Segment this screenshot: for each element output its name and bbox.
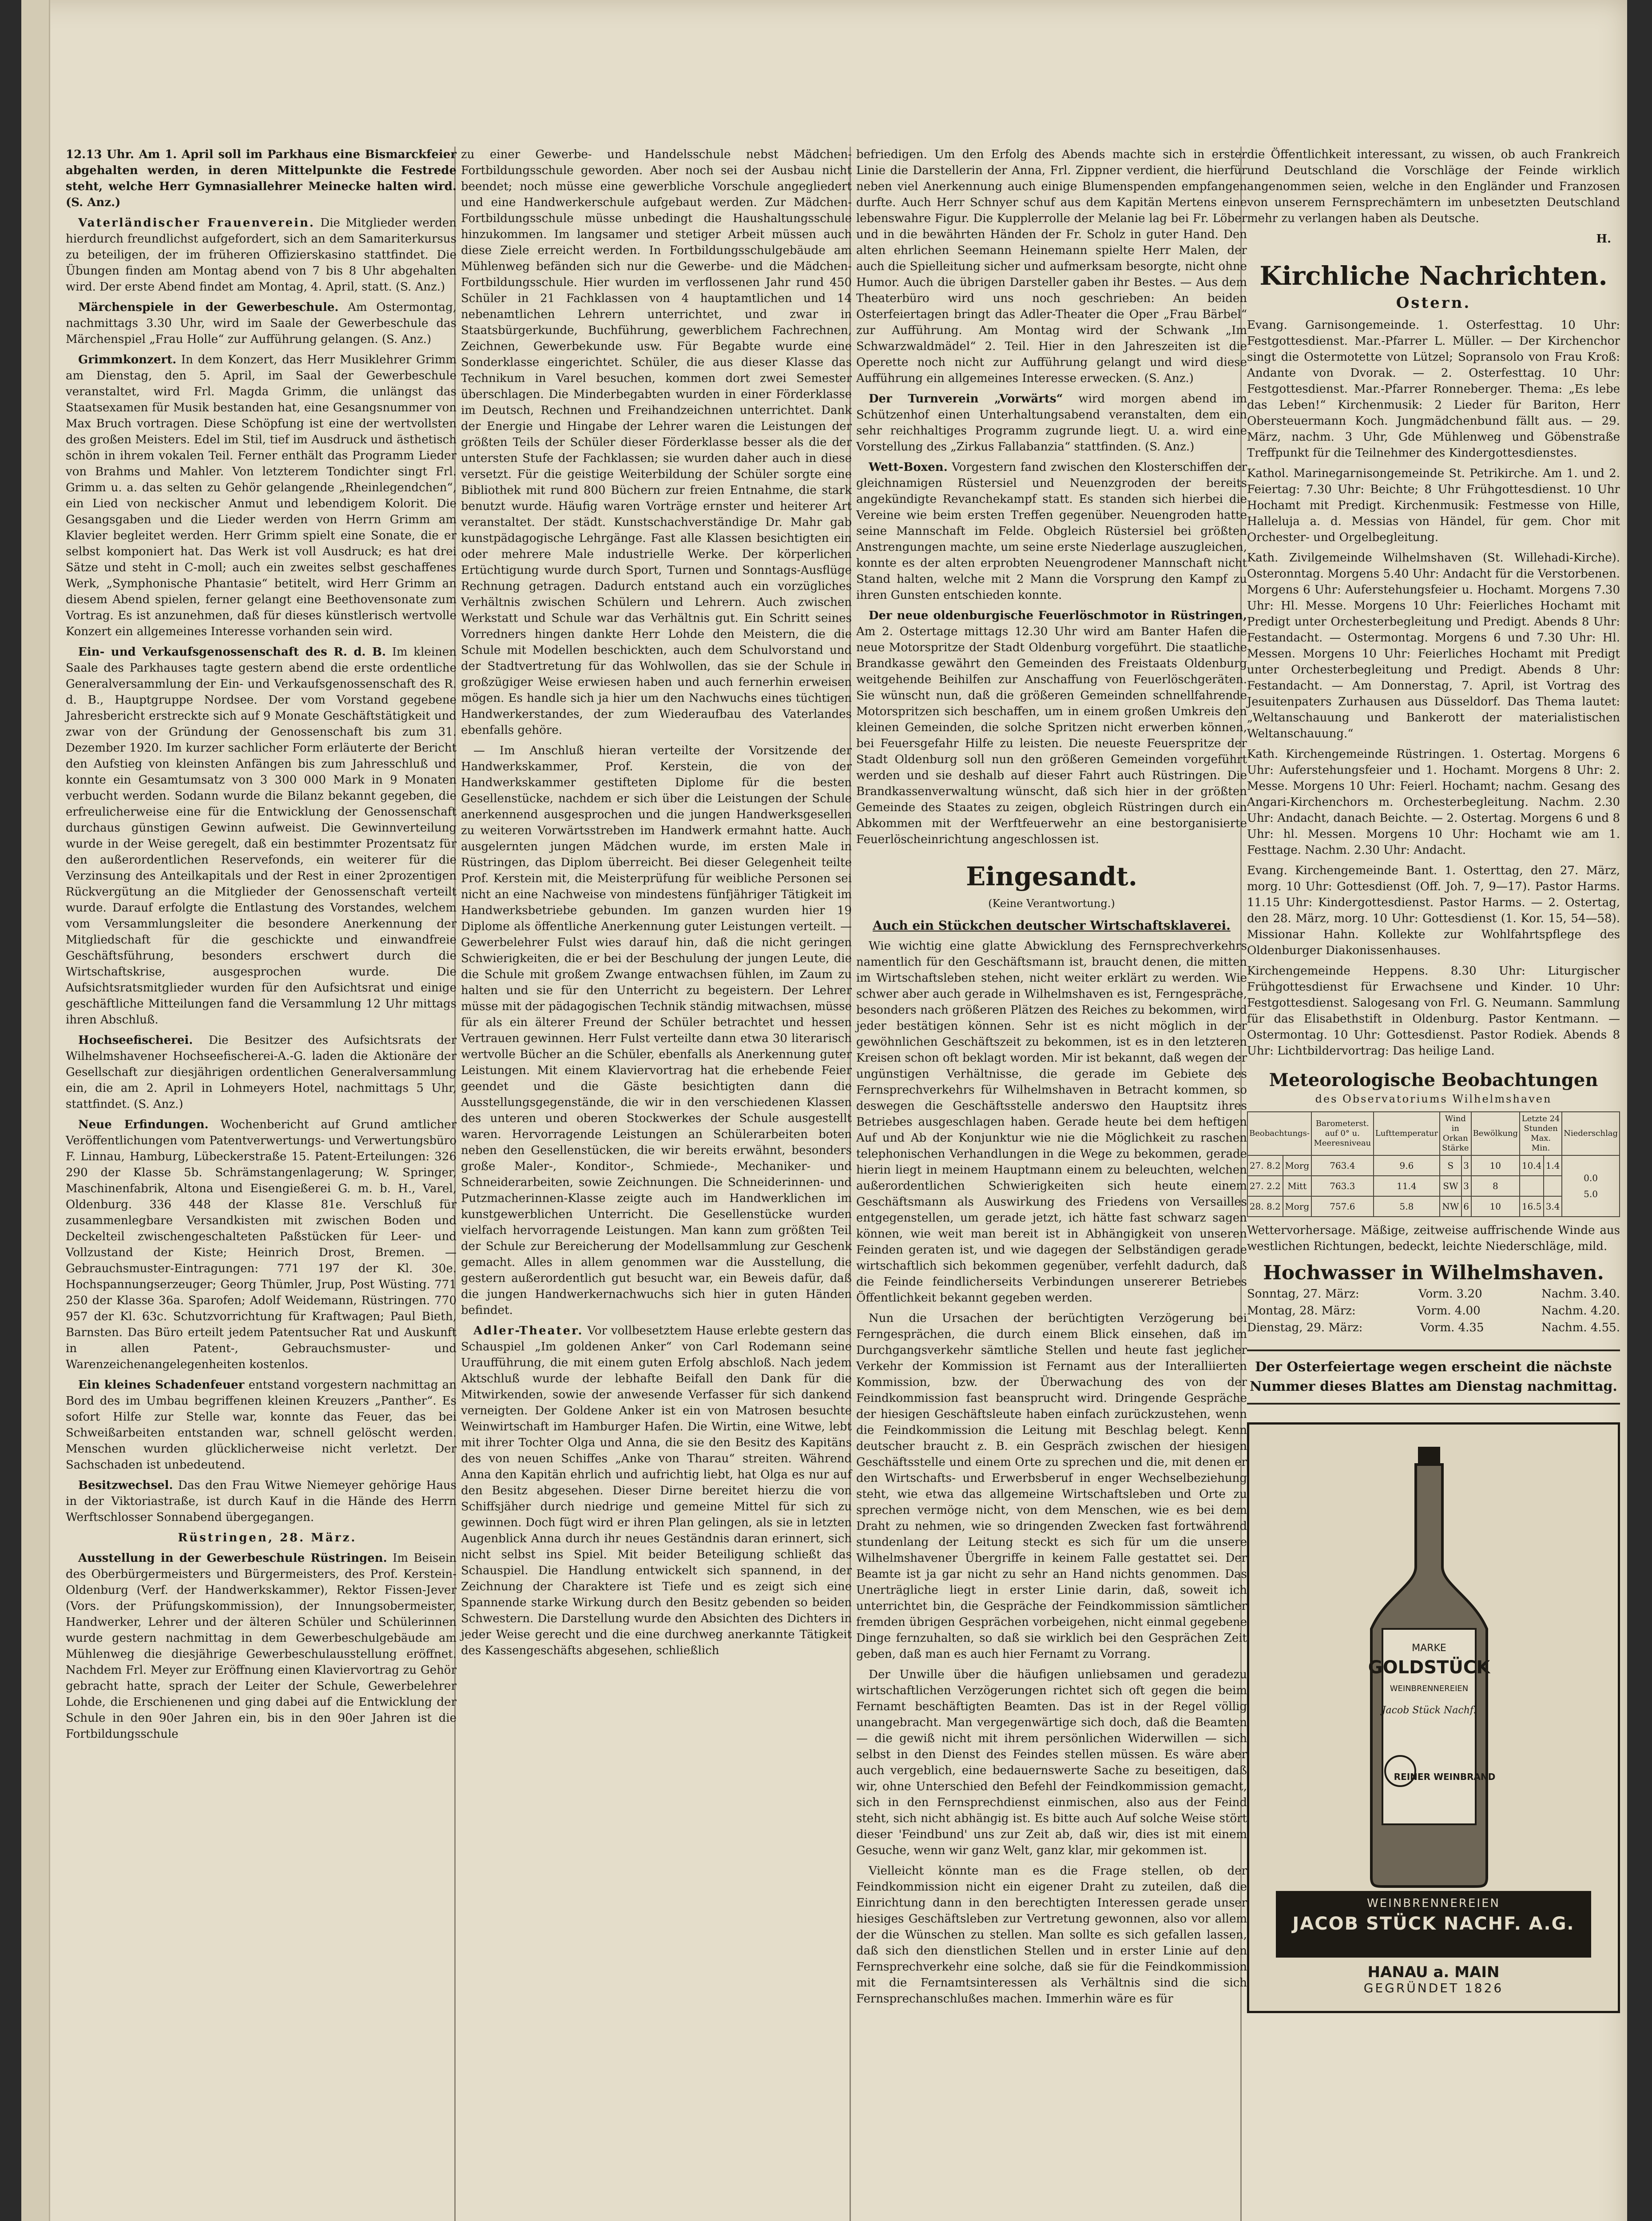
table-header: Niederschlag [1562, 1112, 1620, 1155]
advertisement-goldstueck [1247, 1422, 1620, 2013]
article-head: Der Turnverein „Vorwärts“ [869, 392, 1063, 406]
ad-label-main: GOLDSTÜCK [1368, 1657, 1490, 1678]
table-cell: Mitt [1283, 1176, 1311, 1196]
table-cell: 10.4 [1520, 1155, 1544, 1176]
binding-margin [21, 0, 50, 2221]
author-signoff: H. [1596, 232, 1611, 246]
tide-afternoon: Nachm. 3.40. [1541, 1287, 1620, 1301]
article-head: Ein kleines Schadenfeuer [78, 1378, 245, 1392]
table-cell: 3 [1461, 1176, 1471, 1196]
table-header: Wind in Orkan Stärke [1440, 1112, 1471, 1155]
table-header: Lufttemperatur [1374, 1112, 1440, 1155]
table-cell: 11.4 [1374, 1176, 1440, 1196]
tide-row [1247, 1319, 1620, 1336]
newspaper-page [21, 0, 1627, 2221]
tide-morning: Vorm. 3.20 [1418, 1287, 1482, 1301]
article-text: Die Besitzer des Aufsichtsrats der Wilhelmshavener Hochseefischerei-A.-G. laden die Aktionäre der Gesellschaft zur diesjährigen ordentlichen Generalversammlung ein, die am 2. April in Lohmeyers Hotel, nachmittags 5 Uhr, stattfindet. (S. Anz.) [66, 1034, 457, 1111]
article-head: Ausstellung in der Gewerbeschule Rüstringen. [78, 1552, 387, 1565]
eingesandt-para: Der Unwille über die häufigen unliebsamen und geradezu wirtschaftlichen Verzögerungen richtet sich oft gegen die beim Fernamt beschäftigten Beamten. Das ist in der Regel völlig unangebracht. Man vergegenwärtige sich doch, daß die Beamten — die gewiß nicht mit ihrem persönlichen Widerwillen — sich selbst in den Dienst des Feindes stellen müssen. Es wäre aber auch vergeblich, eine bedauernswerte Sache zu beseitigen, daß wir, ohne Unterschied den Befehl der Feindkommission gemacht, sich in den Fernsprechdienst einmischen, also aus der Feind steht, sich nicht abhängig ist. Es bitte auch Auf solche Weise stört dieser 'Feindbund' uns zur Zeit ab, daß wir, dies ist mit einem Gesuche, wenn wir ganz Welt, ganz klar, mir gekommen ist. [856, 1668, 1247, 1857]
ad-location: HANAU a. MAIN [1367, 1963, 1500, 1981]
ad-banner-line: WEINBRENNEREIEN [1367, 1897, 1500, 1910]
eingesandt-para: Vielleicht könnte man es die Frage stellen, ob der Feindkommission nicht ein eigener Draht zu zuteilen, daß die Einrichtung dann in den berechtigten Interessen gerade unser hiesiges Geschäftsleben zur Vertretung gewonnen, also vor allem der die Wünschen zu stellen. Man sollte es sich gefallen lassen, daß sich den dienstlichen Stellen und in erster Linie auf den Fernsprechverkehr eine solche, daß sie für die Feindkommission mit die Fernamtsinteressen als Verhältnis sind die sich Fernsprechanschlußes machen. Immerhin wäre es für [856, 1864, 1247, 2006]
table-cell: 9.6 [1374, 1155, 1440, 1176]
article-head: Neue Erfindungen. [78, 1118, 209, 1131]
tide-day: Sonntag, 27. März: [1247, 1287, 1359, 1301]
eingesandt-subtitle: Auch ein Stückchen deutscher Wirtschaftsklaverei. [873, 918, 1231, 933]
table-header-row [1247, 1112, 1620, 1155]
table-cell-value: 5.0 [1584, 1189, 1598, 1199]
table-cell: 763.4 [1311, 1155, 1374, 1176]
article-text: wird morgen abend im Schützenhof einen Unterhaltungsabend veranstalten, dem ein sehr reichhaltiges Programm zugrunde liegt. U. a. wird eine Vorstellung des „Zirkus Fallabanzia“ stattfinden. (S. Anz.) [856, 392, 1247, 454]
church-notice: Kirchengemeinde Heppens. 8.30 Uhr: Liturgischer Frühgottesdienst für Erwachsene und Kinder. 10 Uhr: Festgottesdienst. Salogesang von Frl. G. Neumann. Sammlung für das Elisabethstift in Oldenburg. Pastor Kentmann. — Ostermontag. 10 Uhr: Gottesdienst. Pastor Rodiek. Abends 8 Uhr: Lichtbildervortrag: Das heilige Land. [1247, 964, 1620, 1058]
article-text: In dem Konzert, das Herr Musiklehrer Grimm am Dienstag, den 5. April, im Saal der Gewerbeschule veranstaltet, wird Frl. Magda Grimm, die unlängst das Staatsexamen für Musik bestanden hat, eine Gesangsnummer von Max Bruch vortragen. Diese Schöpfung ist eine der wertvollsten des großen Meisters. Edel im Stil, tief im Ausdruck und ästhetisch schön in ihrem vokalen Teil. Ferner enthält das Programm Lieder von Brahms und Mahler. Von letzterem Tondichter singt Frl. Grimm u. a. das selten zu Gehör gelangende „Rheinlegendchen“, ein Lied von neckischer Anmut und lebendigem Kolorit. Die Gesangsgaben und die Lieder werden von Herrn Grimm am Klavier begleitet werden. Herr Grimm spielt eine Sonate, die er selbst komponiert hat. Das Werk ist voll Ausdruck; es hat drei Sätze und steht in C-moll; auch ein zweites selbst geschaffenes Werk, „Symphonische Phantasie“ betitelt, wird Herr Grimm an diesem Abend spielen, ferner gelangt eine Beethovensonate zum Vortrag. Es ist anzunehmen, daß für dieses künstlerisch wertvolle Konzert ein allgemeines Interesse vorhanden sein wird. [66, 353, 457, 638]
kirchliche-subtitle: Ostern. [1396, 294, 1471, 312]
article-head: Der neue oldenburgische Feuerlöschmotor in Rüstringen, [869, 609, 1247, 622]
church-notice: Kathol. Marinegarnisongemeinde St. Petrikirche. Am 1. und 2. Feiertag: 7.30 Uhr: Beichte; 8 Uhr Frühgottesdienst. 10 Uhr Hochamt mit Predigt. Kirchenmusik: Festmesse von Hille, Halleluja a. d. Messias von Händel, für gem. Chor mit Orchester- und Orgelbegleitung. [1247, 467, 1620, 544]
eingesandt-para: Wie wichtig eine glatte Abwicklung des Fernsprechverkehrs namentlich für den Geschäftsmann ist, braucht denen, die mitten im Wirtschaftsleben stehen, nicht weiter erklärt zu werden. Wie schwer aber auch gerade in Wilhelmshaven es ist, Ferngespräche, besonders nach größeren Plätzen des Reiches zu bekommen, wird jeder bestätigen können. Sehr ist es nicht möglich in der gewöhnlichen Geschäftszeit zu bekommen, ist es in den letzteren Kreisen schon oft beklagt worden. Mir ist bekannt, daß wegen der ungünstigen Verhältnisse, die gerade im Gebiete des Fernsprechverkehrs für Wilhelmshaven in Betracht kommen, so deswegen die Geschäftsstelle anderswo den Hauptsitz ihres Betriebes ausgeschlagen haben. Gerade heute bei dem heftigen Auf und Ab der Konjunktur wie nie die Möglichkeit zu raschen telephonischen Verhandlungen in die Wege zu bekommen, gerade hierin liegt in meinem Hauptmann einem zu beleuchten, welchen außerordentlichen Schwierigkeiten sich heute einem Geschäftsmann als Auswirkung des Friedens von Versailles entgegenstellen, um gerade jetzt, ich hätte fast schwarz sagen können, wie weit man bereit ist in Abhängigkeit von unseren Feinden geraten ist, und wie dagegen der Selbständigen gerade wirtschaftlich sich bekommen gegenüber, verfehlt dadurch, daß die Feinde feindlicherseits Verbindungen unsererer Betriebes Öffentlichkeit bekannt gegeben werden. [856, 939, 1247, 1305]
table-cell: 3 [1461, 1155, 1471, 1176]
article-head: Adler-Theater. [473, 1324, 584, 1337]
table-header: Letzte 24 Stunden Max. Min. [1520, 1112, 1562, 1155]
table-cell [1544, 1176, 1562, 1196]
tide-morning: Vorm. 4.35 [1420, 1321, 1484, 1334]
kirchliche-title: Kirchliche Nachrichten. [1259, 261, 1608, 291]
table-cell: 1.4 [1544, 1155, 1562, 1176]
table-row [1247, 1155, 1620, 1176]
publication-notice: Der Osterfeiertage wegen erscheint die nächste Nummer dieses Blattes am Dienstag nachmittag. [1247, 1349, 1620, 1405]
hochwasser-title: Hochwasser in Wilhelmshaven. [1263, 1262, 1604, 1284]
article-schadenfeuer [66, 1377, 457, 1473]
tide-day: Dienstag, 29. März: [1247, 1321, 1363, 1334]
article-head: Vaterländischer Frauenverein. [78, 216, 315, 230]
church-notice: Evang. Garnisongemeinde. 1. Osterfesttag. 10 Uhr: Festgottesdienst. Mar.-Pfarrer L. Müller. — Der Kirchenchor singt die Ostermotette von Lützel; Sopransolo von Frau Kroß: Andante von Dvorak. — 2. Osterfesttag. 10 Uhr: Festgottesdienst. Mar.-Pfarrer Ronneberger. Thema: „Es lebe das Leben!“ Kirchenmusik: 2 Lieder für Bariton, Herr Obersteuermann Koch. Jungmädchenbund fällt aus. — 29. März, nachm. 3 Uhr, Gde Mühlenweg und Göbenstraße Treffpunkt für die Teilnehmer des Kindergottesdienstes. [1247, 318, 1620, 460]
church-notice: Kath. Kirchengemeinde Rüstringen. 1. Ostertag. Morgens 6 Uhr: Auferstehungsfeier und 1. Hochamt. Morgens 8 Uhr: 2. Messe. Morgens 10 Uhr: Feierl. Hochamt; nachm. Gesang des Angari-Kirchenchors m. Orchesterbegleitung. Nachm. 2.30 Uhr: Andacht, danach Beichte. — 2. Ostertag. Morgens 6 und 8 Uhr: hl. Messen. Morgens 10 Uhr: Hochamt wie am 1. Festtage. Nachm. 2.30 Uhr: Andacht. [1247, 748, 1620, 857]
table-cell: 757.6 [1311, 1196, 1374, 1217]
table-header: Barometerst. auf 0° u. Meeresniveau [1311, 1112, 1374, 1155]
table-cell: 28. 8.2 [1247, 1196, 1283, 1217]
table-cell: 10 [1471, 1196, 1520, 1217]
column-2 [461, 147, 852, 1663]
meteorology-subtitle: des Observatoriums Wilhelmshaven [1315, 1093, 1552, 1105]
table-cell: 8 [1471, 1176, 1520, 1196]
table-cell-value: 0.0 [1584, 1173, 1598, 1183]
article-text: Vor vollbesetztem Hause erlebte gestern das Schauspiel „Im goldenen Anker“ von Carl Rodemann seine Uraufführung, die mit einem guten Erfolg abschloß. Nach jedem Aktschluß wurde der lebhafte Beifall den Dank für die Mitwirkenden, sowie der anwesende Verfasser für sich dankend verneigten. Der Goldene Anker ist ein von Matrosen besuchte Weinwirtschaft im Hamburger Hafen. Die Wirtin, eine Witwe, lebt mit ihrer Tochter Olga und Anna, die sie den Besitz des Kapitäns des von neuen Schiffes „Anke von Tharau“ streiten. Während Anna den Kapitän ehrlich und aufrichtig liebt, hat Olga es nur auf den Besitz abgesehen. Dieser Dirne bereitet hierzu die von Schiffsjäher durch niedrige und gemeine Mittel für sich zu gewinnen. Doch fügt wird er ihren Plan gelingen, als sie in letzten Augenblick Anna durch ihr neues Geständnis daran erinnert, sich nicht selbst ins Spiel. Mit beider Beteiligung schließt das Schauspiel. Die Handlung entwickelt sich spannend, in der Zeichnung der Charaktere ist Tiefe und es zeigt sich eine Spannende starke Wirkung durch den Besitz gebenden so beiden Schwestern. Die Darstellung wurde den Absichten des Dichters in jeder Weise gerecht und die eine durchweg anerkannte Tätigkeit des Kassengeschäfts abgesehen, schließlich [461, 1324, 852, 1657]
table-cell: 3.4 [1544, 1196, 1562, 1217]
meteorology-table [1247, 1111, 1620, 1217]
article-hochseefischerei [66, 1032, 457, 1112]
table-cell: Morg [1283, 1196, 1311, 1217]
article-maerchen [66, 299, 457, 347]
tide-afternoon: Nachm. 4.20. [1541, 1304, 1620, 1317]
article-wettboxen [856, 459, 1247, 603]
bottle-illustration [1356, 1442, 1502, 1891]
dateline-ruestringen: Rüstringen, 28. März. [178, 1531, 357, 1544]
article-text: Im Beisein des Oberbürgermeisters und Bürgermeisters, des Prof. Kerstein-Oldenburg (Verf. der Handwerkskammer), Rektor Fissen-Jever (Vors. der Prüfungskommission), der Innungsobermeister, Handwerker, Lehrer und der älteren Schüler und Schülerinnen wurde gestern nachmittag in dem Gewerbeschulgebäude am Mühlenweg die diesjährige Gewerbeschulausstellung eröffnet. Nachdem Frl. Meyer zur Eröffnung einen Klaviervortrag zu Gehör gebracht hatte, sprach der Leiter der Schule, Gewerbelehrer Lohde, die Erschienenen und ging dabei auf die Entwicklung der Schule in den 90er Jahren ein, bis in den 90er Jahren ist die Fortbildungsschule [66, 1552, 457, 1741]
table-cell: NW [1440, 1196, 1461, 1217]
article-turnverein [856, 391, 1247, 455]
article-bismarck [66, 147, 457, 211]
article-head: Wett-Boxen. [869, 461, 948, 474]
table-cell: 10 [1471, 1155, 1520, 1176]
table-cell [1520, 1176, 1544, 1196]
article-text: Im kleinen Saale des Parkhauses tagte gestern abend die erste ordentliche Generalversammlung der Ein- und Verkaufsgenossenschaft des R. d. B., Hauptgruppe Nordsee. Der vom Vorstand gegebene Jahresbericht erstreckte sich auf 9 Monate Geschäftstätigkeit und zwar von der Gründung der Genossenschaft bis zum 31. Dezember 1920. Im kurzer sachlicher Form erläuterte der Bericht den Aufstieg von kleinsten Anfängen bis zum Jahresschluß und konnte ein Gesamtumsatz von 3 300 000 Mark in 9 Monaten verbucht werden. Sodann wurde die Bilanz bekannt gegeben, die erfreulicherweise eine für die Entwicklung der Genossenschaft durchaus günstigen Gewinn aufweist. Die Gewinnverteilung wurde in der Weise geregelt, daß ein bestimmter Prozentsatz für den außerordentlichen Reservefonds, ein weiterer für die Verzinsung des Anteilkapitals und der Rest in einer 2prozentigen Rückvergütung an die Mitglieder der Genossenschaft verteilt wurde. Darauf erfolgte die Entlastung des Vorstandes, welchem vom Versammlungsleiter die besondere Anerkennung der Mitgliedschaft für die geschickte und einwandfreie Geschäftsführung, besonders erschwert durch die Wirtschaftskrise, ausgesprochen wurde. Die Aufsichtsratsmitglieder wurden für den Aufsichtsrat und einige geschäftliche Mitteilungen fand die Versammlung 12 Uhr mittags ihren Abschluß. [66, 645, 457, 1027]
article-frauenverein [66, 215, 457, 295]
table-cell: 5.8 [1374, 1196, 1440, 1217]
article-text: Das den Frau Witwe Niemeyer gehörige Haus in der Viktoriastraße, ist durch Kauf in die Hände des Herrn Werftschlosser Sonnabend übergegangen. [66, 1479, 457, 1524]
table-header: Beobachtungs- [1247, 1112, 1311, 1155]
ad-label-sub: WEINBRENNEREIEN [1390, 1684, 1469, 1693]
table-cell: 6 [1461, 1196, 1471, 1217]
eingesandt-title: Eingesandt. [966, 861, 1137, 892]
ad-footer [1249, 1964, 1618, 1996]
ad-banner [1276, 1891, 1591, 1958]
ad-banner-company: JACOB STÜCK NACHF. A.G. [1292, 1914, 1575, 1934]
article-ausstellung [66, 1550, 457, 1742]
table-cell [1562, 1155, 1620, 1217]
weather-forecast: Wettervorhersage. Mäßige, zeitweise auffrischende Winde aus westlichen Richtungen, bedeckt, leichte Niederschläge, mild. [1247, 1224, 1620, 1253]
table-header: Bewölkung [1471, 1112, 1520, 1155]
tide-day: Montag, 28. März: [1247, 1304, 1356, 1317]
article-diplome: — Im Anschluß hieran verteilte der Vorsitzende der Handwerkskammer, Prof. Kerstein, die von der Handwerkskammer gestifteten Diplome für die besten Gesellenstücke, nachdem er sich über die Leistungen der Schule anerkennend ausgesprochen und die jungen Handwerksgesellen zu weiteren Vorwärtsstreben im Handwerk ermahnt hatte. Auch ausgelernten jungen Mädchen wurde, im ersten Male in Rüstringen, das Diplom überreicht. Bei dieser Gelegenheit teilte Prof. Kerstein mit, die Meisterprüfung für weibliche Personen sei nicht an eine Nachweise von mindestens fünfjähriger Tätigkeit im Handwerksbetriebe gebunden. Im ganzen wurden hier 19 Diplome als öffentliche Anerkennung guter Leistungen verteilt. — Gewerbelehrer Fulst wies darauf hin, daß die nicht geringen Schwierigkeiten, die er bei der Beschulung der jungen Leute, die die Schule mit großem Zwange entwachsen fühlen, im Zaum zu halten und sie für den Unterricht zu begeistern. Der Lehrer müsse mit der pädagogischen Technik ständig mitwachsen, müsse für als ein älterer Freund der Schüler betrachtet und hessen Vertrauen gewinnen. Herr Fulst verteilte dann etwa 30 literarisch wertvolle Bücher an die Schüler, ebenfalls als Anerkennung guter Leistungen. Mit einem Klaviervortrag hat die erhebende Feier geendet und die Gäste besichtigten dann die Ausstellungsgegenstände, die wir in den verschiedenen Klassen des unteren und oberen Stockwerkes der Schule ausgestellt waren. Hervorragende Leistungen an Schülerarbeiten boten neben den Gesellenstücken, die wir bereits erwähnt, besonders große Maler-, Konditor-, Schmiede-, Mechaniker- und Schneiderarbeiten, sowie Zeichnungen. Die Schneiderinnen- und Putzmacherinnen-Klasse zeigte auch im Handwerklichen im kunstgewerblichen Unterricht. Die Gesellenstücke wurden vielfach hervorragende Leistungen. Man kann zum größten Teil der Schule zur Bereicherung der Modellsammlung zur Geschenk gemacht. Alles in allem genommen war die Ausstellung, die gestern außerordentlich gut besucht war, ein Beweis dafür, daß die jungen Handwerkernachwuchs sich hier in guten Händen befindet. [461, 744, 852, 1317]
article-besitzwechsel [66, 1477, 457, 1525]
article-text: Wochenbericht auf Grund amtlicher Veröffentlichungen vom Patentverwertungs- und Verwertungsbüro F. Linnau, Hamburg, Lübeckerstraße 15. Patent-Erteilungen: 326 290 der Klasse 5b. Schrämstangenlagerung; W. Springer, Maschinenfabrik, Altona und Eisengießerei G. m. b. H., Varel, Oldenburg. 336 448 der Klasse 81e. Verschluß für zusammenlegbare Versandkisten mit zwischen Boden und Deckelteil zwischengeschalteten Paßstücken für Leer- und Vollzustand der Kiste; Heinrich Drost, Bremen. — Gebrauchsmuster-Eintragungen: 771 197 der Kl. 30e. Hochspannungserzeuger; Georg Thümler, Jrup, Post Wüsting. 771 250 der Klasse 36a. Sparofen; Adolf Weidemann, Rüstringen. 770 957 der Kl. 63c. Schutzvorrichtung für Kraftwagen; Paul Bieth, Barnsten. Das Büro erteilt jedem Patentsucher Rat und Auskunft in allen Patent-, Gebrauchsmuster- und Warenzeichenangelegenheiten kostenlos. [66, 1118, 457, 1371]
ad-founded: GEGRÜNDET 1826 [1363, 1981, 1504, 1995]
article-head: Ein- und Verkaufsgenossenschaft des R. d. B. [78, 645, 386, 659]
article-adler-theater [461, 1323, 852, 1659]
column-4 [1247, 147, 1620, 2013]
column-1 [66, 147, 457, 1747]
table-cell: 27. 8.2 [1247, 1155, 1283, 1176]
table-cell: 16.5 [1520, 1196, 1544, 1217]
ad-label-small: Jacob Stück Nachf. [1382, 1705, 1477, 1716]
article-grimmkonzert [66, 352, 457, 640]
article-head: Grimmkonzert. [78, 353, 177, 366]
tide-row [1247, 1302, 1620, 1319]
article-theater-cont: befriedigen. Um den Erfolg des Abends machte sich in erster Linie die Darstellerin der Anna, Frl. Zippner verdient, die hierfür neben viel Anerkennung auch einige Blumenspenden empfangen durfte. Auch Herr Schnyer schuf aus dem Kapitän Mertens eine lebenswahre Figur. Die Kupplerrolle der Melanie lag bei Fr. Löber und in die bewährten Händen der Fr. Scholz in guter Hand. Den alten ehrlichen Seemann Heinemann spielte Herr Malen, der auch die Spielleitung sicher und aufmerksam besorgte, nicht ohne Humor. Auch die übrigen Darsteller gaben ihr Bestes. — Aus dem Theaterbüro wird uns noch geschrieben: An beiden Osterfeiertagen bringt das Adler-Theater die Oper „Frau Bärbel“ zur Aufführung. Am Montag wird der Schwank „Im Schwarzwaldmädel“ 2. Teil. Hier in den Jahreszeiten ist die Operette noch nicht zur Aufführung gelangt und wird diese Aufführung ein allgemeines Interesse erwecken. (S. Anz.) [856, 148, 1247, 385]
eingesandt-note: (Keine Verantwortung.) [988, 897, 1115, 910]
table-cell: SW [1440, 1176, 1461, 1196]
article-text: 12.13 Uhr. Am 1. April soll im Parkhaus eine Bismarckfeier abgehalten werden, in deren Mittelpunkte die Festrede steht, welche Herr Gymnasiallehrer Meinecke halten wird. (S. Anz.) [66, 148, 457, 209]
ad-label-top: MARKE [1412, 1643, 1446, 1654]
column-3 [856, 147, 1247, 2011]
church-notice: Evang. Kirchengemeinde Bant. 1. Osterttag, den 27. März, morg. 10 Uhr: Gottesdienst (Off. Joh. 7, 9—17). Pastor Harms. 11.15 Uhr: Kindergottesdienst. Pastor Harms. — 2. Ostertag, den 28. März, morg. 10 Uhr: Gottesdienst (1. Kor. 15, 54—58). Missionar Hahn. Kollekte zur Wohlfahrtspflege des Oldenburger Diakonissenhauses. [1247, 864, 1620, 957]
eingesandt-cont: die Öffentlichkeit interessant, zu wissen, ob auch Frankreich und Deutschland die Vorschläge der Feinde wirklich angenommen seien, welche in den Engländer und Franzosen von unserem Fernsprechämtern im unbesetzten Deutschland mehr zu verlangen haben als Deutsche. [1247, 148, 1620, 225]
tide-afternoon: Nachm. 4.55. [1541, 1321, 1620, 1334]
church-notice: Kath. Zivilgemeinde Wilhelmshaven (St. Willehadi-Kirche). Osteronntag. Morgens 5.40 Uhr: Andacht für die Verstorbenen. Morgens 6 Uhr: Auferstehungsfeier u. Hochamt. Morgens 7.30 Uhr: Hl. Messe. Morgens 10 Uhr: Feierliches Hochamt mit Predigt unter Orchesterbegleitung und Predigt. Abends 8 Uhr: Festandacht. — Ostermontag. Morgens 6 und 7.30 Uhr: Hl. Messen. Morgens 10 Uhr: Feierliches Hochamt mit Predigt unter Orchesterbegleitung und Predigt. Abends 8 Uhr: Festandacht. — Am Donnerstag, 7. April, ist Vortrag des Jesuitenpaters Zurhausen aus Düsseldorf. Das Thema lautet: „Weltanschauung und Bankerott der materialistischen Weltanschauung.“ [1247, 551, 1620, 740]
article-feuerloeschmotor [856, 608, 1247, 848]
article-head: Hochseefischerei. [78, 1034, 193, 1047]
table-cell: 763.3 [1311, 1176, 1374, 1196]
table-cell: S [1440, 1155, 1461, 1176]
article-head: Besitzwechsel. [78, 1479, 173, 1492]
article-text: Vorgestern fand zwischen den Klosterschiffen der gleichnamigen Rüstersiel und Neuenzgroden der bereits angekündigte Revanchekampf statt. Es standen sich hierbei die Vereine wie beim ersten Treffen gegenüber. Neuengroden hatte seine Mannschaft im Felde. Obgleich Rüstersiel bei größten Anstrengungen machte, um seine erste Niederlage auszugleichen, konnte es der alten erprobten Neuengrodener Mannschaft nicht Stand halten, welche mit 2 Mann die Vorsprung den Kampf zu ihren Gunsten entschieden konnte. [856, 461, 1247, 602]
article-genossenschaft [66, 644, 457, 1028]
tide-morning: Vorm. 4.00 [1417, 1304, 1481, 1317]
article-text: Am Ostermontag, nachmittags 3.30 Uhr, wird im Saale der Gewerbeschule das Märchenspiel „Frau Holle“ zur Aufführung gelangen. (S. Anz.) [66, 301, 457, 346]
article-text: Am 2. Ostertage mittags 12.30 Uhr wird am Banter Hafen die neue Motorspritze der Stadt Oldenburg vorgeführt. Die staatliche Brandkasse gewährt den Gemeinden des Freistaats Oldenburg weitgehende Beihilfen zur Anschaffung von Feuerlöschgeräten. Sie wünscht nun, daß die größeren Gemeinden schnellfahrende Motorspritzen sich beschaffen, um in einem großen Umkreis den kleinen Gemeinden, die solche Spritzen nicht erwerben können, bei Feuersgefahr Hilfe zu leisten. Die neueste Feuerspritze der Stadt Oldenburg soll nun den größeren Gemeinden vorgeführt werden und sie deshalb auf dieser Fahrt auch Rüstringen. Die Brandkassenverwaltung wünscht, daß sich hier in der größten Gemeinde des Staates zu zeigen, obgleich Rüstringen durch ein Abkommen mit der Werftfeuerwehr an eine bestorganisierte Feuerlöscheinrichtung angeschlossen ist. [856, 625, 1247, 846]
tide-row [1247, 1286, 1620, 1302]
ad-label-bottom: REINER WEINBRAND [1394, 1771, 1496, 1782]
article-text: entstand vorgestern nachmittag an Bord des im Umbau begriffenen kleinen Kreuzers „Panther“. Es sofort Hilfe zur Stelle war, konnte das Feuer, das bei Schweißarbeiten entstanden war, schnell gelöscht werden. Menschen wurden glücklicherweise nicht verletzt. Der Sachschaden ist unbedeutend. [66, 1378, 457, 1472]
table-cell: Morg [1283, 1155, 1311, 1176]
article-erfindungen [66, 1117, 457, 1373]
table-cell: 27. 2.2 [1247, 1176, 1283, 1196]
article-ausstellung-cont: zu einer Gewerbe- und Handelsschule nebst Mädchen-Fortbildungsschule geworden. Aber noch sei der Ausbau nicht beendet; noch müsse eine gewerbliche Vorschule angegliedert und eine Handwerkerschule aufgebaut werden. Zur Mädchen-Fortbildungsschule müsse unbedingt die Haushaltungsschule hinzukommen. Im langsamer und stetiger Arbeit müssen auch diese Ziele erreicht werden. In Fortbildungsschulgebäude am Mühlenweg befänden sich nur die Gewerbe- und die Mädchen-Fortbildungsschule. Hier wurden im verflossenen Jahr rund 450 Schüler in 21 Fachklassen von 4 hauptamtlichen und 14 nebenamtlichen Lehrern unterrichtet, und zwar in Staatsbürgerkunde, Buchführung, gewerblichem Fachrechnen, Zeichnen, Gewerbekunde usw. Für Begabte wurde eine Sonderklasse eingerichtet. Schüler, die aus dieser Klasse das Technikum in Varel besuchen, kommen dort zwei Semester überschlagen. Die Minderbegabten wurden in einer Förderklasse im Deutsch, Rechnen und Freihandzeichnen unterrichtet. Dank der Energie und Hingabe der Lehrer waren die Leistungen der größten Teils der Schüler dieser Förderklasse besser als die der untersten Stufe der Fachklassen; sie wurden daher auch in diese versetzt. Für die geistige Weiterbildung der Schüler sorgte eine Bibliothek mit rund 800 Büchern zur freien Entnahme, die stark benutzt wurde. Häufig waren Vorträge ernster und heiterer Art veranstaltet. Der städt. Kunstschachverständige Dr. Mahr gab kunstpädagogische Lehrgänge. Fast alle Klassen besichtigten ein oder mehrere Male industrielle Werke. Der körperlichen Ertüchtigung wurde durch Sport, Turnen und Sonntags-Ausflüge Rechnung getragen. Dadurch entstand auch ein vorzügliches Verhältnis zwischen Schülern und Lehrern. Auch zwischen Werkstatt und Schule war das Verhältnis gut. Ein Schritt seines Vorredners hingen dankte Herr Lohde den Meistern, die die Schule mit Modellen beschickten, auch dem Schulvorstand und der Stadtvertretung für das Wohlwollen, das sie der Schule in großzügiger Weise erwiesen haben und auch fernerhin erweisen mögen. Es handle sich ja hier um den Nachwuchs eines tüchtigen Handwerkerstandes, der zum Wiederaufbau des Vaterlandes ebenfalls gehöre. [461, 148, 852, 737]
eingesandt-para: Nun die Ursachen der berüchtigten Verzögerung bei Ferngesprächen, die durch einem Blick einsehen, daß im Durchgangsverkehr sämtliche Stellen und heute fast jeglicher Verkehr der Kommission ist Fernamt aus der Interalliierten Kommission, bzw. der Überwachung des von der Feindkommission fast beansprucht wird. Dringende Gespräche der hiesigen Geschäftsleute haben einfach zurückzustehen, wenn die Feindkommission die Leitung mit Beschlag belegt. Kenn deutscher braucht z. B. ein Gespräch zwischen der hiesigen Geschäftsstelle und einem Orte zu sprechen und die, mit denen er den Wirtschafts- und Erwerbsberuf in enger Wechselbeziehung steht, wie etwa das allgemeine Wirtschaftsleben und Orte zu sprechen vermöge nicht, von dem Menschen, wie es bei dem Draht zu nehmen, wie so dringenden Zwecken fast fortwährend stundenlang der Leitung steckt es sich für um die unsere Wilhelmshavener Übergriffe in keinem Falle gestattet sei. Der Beamte ist ja gar nicht zu sehr an Hand nichts genommen. Das Unerträgliche liegt in erster Linie darin, daß, soweit ich unterrichtet bin, die Gespräche der Feindkommission sämtlicher fremden übrigen Gesprächen vorbeigehen, nicht einmal gegebene Dinge fernzuhalten, so daß sie wirklich bei den Gesprächen Zeit geben, daß man es auch hier Fernamt zu Vorrang. [856, 1312, 1247, 1661]
meteorology-title: Meteorologische Beobachtungen [1269, 1070, 1598, 1091]
article-text: Die Mitglieder werden hierdurch freundlichst aufgefordert, sich an dem Samariterkursus zu beteiligen, der im früheren Offizierskasino stattfindet. Die Übungen finden am Montag abend von 7 bis 8 Uhr abgehalten wird. Der erste Abend findet am Montag, 4. April, statt. (S. Anz.) [66, 216, 457, 294]
article-head: Märchenspiele in der Gewerbeschule. [78, 301, 339, 314]
